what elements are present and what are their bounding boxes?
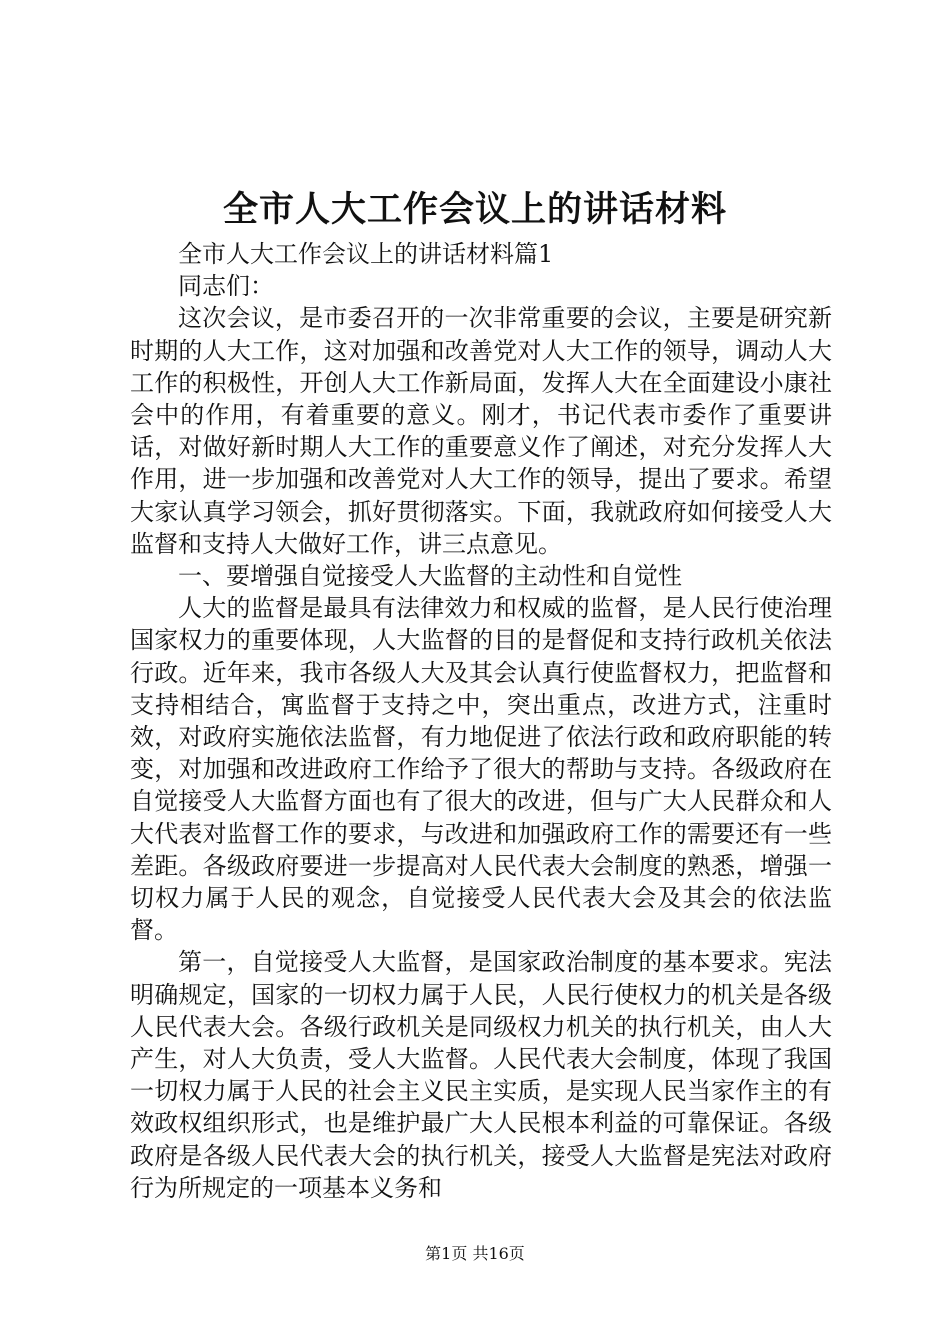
section-subheading: 一、要增强自觉接受人大监督的主动性和自觉性 <box>178 562 682 591</box>
document-title: 全市人大工作会议上的讲话材料 <box>222 189 727 230</box>
paragraph: 人大的监督是最具有法律效力和权威的监督，是人民行使治理国家权力的重要体现，人大监督的目的是督促和支持行政机关依法行政。近年来，我市各级人大及其会认真行使监督权力，把监督和支持相结合，寓监督于支持之中，突出重点，改进方式，注重时效，对政府实施依法监督，有力地促进了依法行政和政府职能的转变，对加强和改进政府工作给予了很大的帮助与支持。各级政府在自觉接受人大监督方面也有了很大的改进，但与广大人民群众和人大代表对监督工作的要求，与改进和加强政府工作的需要还有一些差距。各级政府要进一步提高对人民代表大会制度的熟悉，增强一切权力属于人民的观念，自觉接受人民代表大会及其会的依法监督。 <box>130 594 832 945</box>
document-body <box>130 238 832 1204</box>
paragraph: 第一，自觉接受人大监督，是国家政治制度的基本要求。宪法明确规定，国家的一切权力属于人民，人民行使权力的机关是各级人民代表大会。各级行政机关是同级权力机关的执行机关，由人大产生，对人大负责，受人大监督。人民代表大会制度，体现了我国一切权力属于人民的社会主义民主实质，是实现人民当家作主的有效政权组织形式，也是维护最广大人民根本利益的可靠保证。各级政府是各级人民代表大会的执行机关，接受人大监督是宪法对政府行为所规定的一项基本义务和 <box>130 948 832 1202</box>
paragraph: 这次会议，是市委召开的一次非常重要的会议，主要是研究新时期的人大工作，这对加强和改善党对人大工作的领导，调动人大工作的积极性，开创人大工作新局面，发挥人大在全面建设小康社会中的作用，有着重要的意义。刚才，书记代表市委作了重要讲话，对做好新时期人大工作的重要意义作了阐述，对充分发挥人大作用，进一步加强和改善党对人大工作的领导，提出了要求。希望大家认真学习领会，抓好贯彻落实。下面，我就政府如何接受人大监督和支持人大做好工作，讲三点意见。 <box>130 304 832 558</box>
page-number-footer: 第1页 共16页 <box>425 1244 525 1263</box>
salutation: 同志们： <box>178 272 274 301</box>
section-heading: 全市人大工作会议上的讲话材料篇1 <box>178 240 554 268</box>
